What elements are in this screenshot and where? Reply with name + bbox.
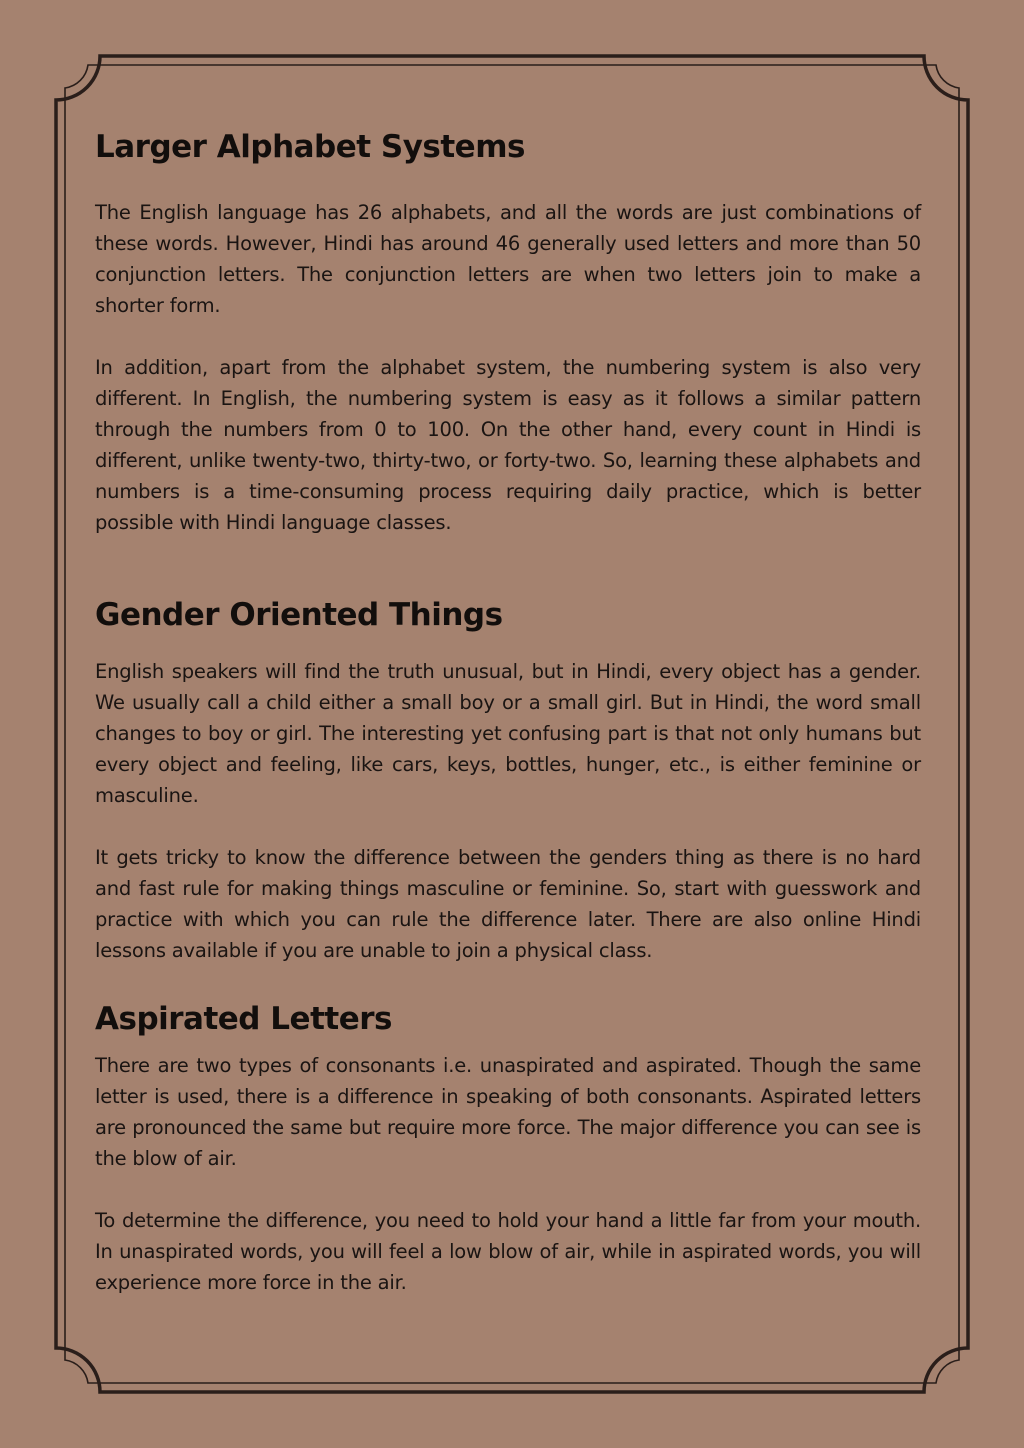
heading-aspirated-letters: Aspirated Letters bbox=[95, 1001, 392, 1037]
paragraph-consonant-types: There are two types of consonants i.e. unaspirated and aspirated. Though the same letter is used, there is a difference in speaking of both consonants. Aspirated letters are pronounced the same but require more force. The major difference you can see is the blow of air. bbox=[95, 1054, 921, 1170]
paragraph-gender-objects: English speakers will find the truth unusual, but in Hindi, every object has a gender. We usually call a child either a small boy or a small girl. But in Hindi, the word small changes to boy or girl. The interesting yet confusing part is that not only humans but every object and feeling, like cars, keys, bottles, hunger, etc., is either feminine or masculine. bbox=[95, 660, 921, 807]
heading-gender-oriented-things: Gender Oriented Things bbox=[95, 597, 503, 633]
article-content bbox=[95, 122, 921, 1298]
paragraph-numbering: In addition, apart from the alphabet system, the numbering system is also very different. In English, the numbering system is easy as it follows a similar pattern through the numbers from 0 to 100. On the other hand, every count in Hindi is different, unlike twenty-two, thirty-two, or forty-two. So, learning these alphabets and numbers is a time-consuming process requiring daily practice, which is better possible with Hindi language classes. bbox=[95, 356, 921, 534]
paragraph-alphabets: The English language has 26 alphabets, and all the words are just combinations of these words. However, Hindi has around 46 generally used letters and more than 50 conjunction letters. The conjunction letters are when two letters join to make a shorter form. bbox=[95, 201, 921, 317]
heading-larger-alphabet-systems: Larger Alphabet Systems bbox=[95, 129, 525, 165]
paragraph-air-test: To determine the difference, you need to hold your hand a little far from your mouth. In unaspirated words, you will feel a low blow of air, while in aspirated words, you will experience more force in the air. bbox=[95, 1209, 921, 1294]
paragraph-gender-rules: It gets tricky to know the difference between the genders thing as there is no hard and fast rule for making things masculine or feminine. So, start with guesswork and practice with which you can rule the difference later. There are also online Hindi lessons available if you are unable to join a physical class. bbox=[95, 846, 921, 962]
